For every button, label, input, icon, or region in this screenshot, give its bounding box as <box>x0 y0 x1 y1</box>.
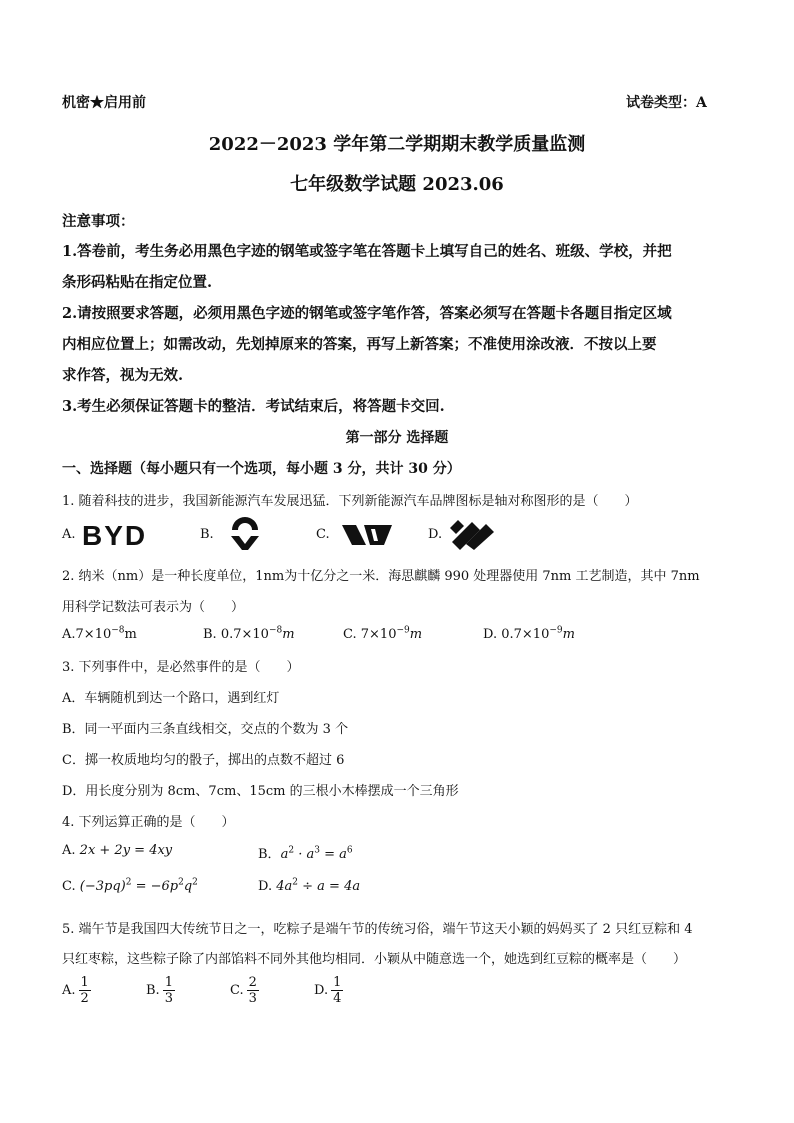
q5-option-d: D. $\frac{1}{4}$ <box>314 975 342 1006</box>
svg-text:BYD: BYD <box>82 520 148 550</box>
q5-option-a: A. $\frac{1}{2}$ <box>62 975 89 1006</box>
q3-option-d: D．用长度分别为 8cm、7cm、15cm 的三根小木棒摆成一个三角形 <box>62 784 459 799</box>
q5-option-c: C. $\frac{2}{3}$ <box>230 975 257 1006</box>
q1-option-a-label: A. <box>62 527 76 542</box>
notice-line: 1.答卷前，考生务必用黑色字迹的钢笔或签字笔在答题卡上填写自己的姓名、班级、学校，并把 <box>62 243 672 260</box>
q1-option-b-label: B. <box>200 527 214 542</box>
q2-option-a: $A.7\times 10^{-8}m$ <box>62 625 137 642</box>
paper-type-label: 试卷类型：A <box>626 95 707 111</box>
notice-line: 3.考生必须保证答题卡的整洁．考试结束后，将答题卡交回. <box>62 398 445 415</box>
q4-option-c: C. $(-3pq)^2 = -6p^2q^2$ <box>62 877 198 894</box>
q4-option-d: D. $4a^2 \div a = 4a$ <box>258 877 361 894</box>
question-5-stem-line1: 5. 端午节是我国四大传统节日之一，吃粽子是端午节的传统习俗，端午节这天小颖的妈妈买了 2 只红豆粽和 4 <box>62 922 693 937</box>
xpeng-logo-image <box>448 518 496 550</box>
question-4-stem: 4. 下列运算正确的是（ ） <box>62 815 235 830</box>
q4-option-a: A. 2x + 2y = 4xy <box>62 843 173 858</box>
notice-heading: 注意事项： <box>62 213 135 230</box>
notice-line: 2.请按照要求答题，必须用黑色字迹的钢笔或签字笔作答，答案必须写在答题卡各题目指定区域 <box>62 305 672 322</box>
q1-option-c-label: C. <box>316 527 330 542</box>
exam-subtitle: 七年级数学试题 2023.06 <box>290 174 504 195</box>
q4-option-b: B．$a^2 \cdot a^3 = a^6$ <box>258 845 353 862</box>
q3-option-b: B．同一平面内三条直线相交，交点的个数为 3 个 <box>62 722 349 737</box>
q1-option-d-label: D. <box>428 527 443 542</box>
notice-line: 内相应位置上；如需改动，先划掉原来的答案，再写上新答案；不准使用涂改液．不按以上要 <box>62 336 657 353</box>
lixiang-logo-image <box>340 521 394 549</box>
confidential-label: 机密★启用前 <box>62 95 146 111</box>
question-3-stem: 3. 下列事件中，是必然事件的是（ ） <box>62 660 300 675</box>
question-1-stem: 1. 随着科技的进步，我国新能源汽车发展迅猛．下列新能源汽车品牌图标是轴对称图形的是（ ） <box>62 494 638 509</box>
section-heading: 一、选择题（每小题只有一个选项，每小题 3 分，共计 30 分） <box>62 461 461 477</box>
q3-option-c: C．掷一枚质地均匀的骰子，掷出的点数不超过 6 <box>62 753 345 768</box>
exam-title: 2022－2023 学年第二学期期末教学质量监测 <box>208 134 586 155</box>
notice-line: 求作答，视为无效. <box>62 367 184 384</box>
question-5-stem-line2: 只红枣粽，这些粽子除了内部馅料不同外其他均相同．小颖从中随意选一个，她选到红豆粽的概率是（ ） <box>62 952 687 967</box>
question-2-stem-line2: 用科学记数法可表示为（ ） <box>62 600 245 615</box>
q2-option-c: C. $7\times 10^{-9}m$ <box>343 625 423 642</box>
q2-option-d: D. $0.7\times 10^{-9}m$ <box>483 625 575 642</box>
q3-option-a: A．车辆随机到达一个路口，遇到红灯 <box>62 691 280 706</box>
byd-logo-image <box>82 520 172 550</box>
part-title: 第一部分 选择题 <box>345 430 449 446</box>
notice-line: 条形码粘贴在指定位置. <box>62 274 213 291</box>
nio-logo-image <box>228 514 262 554</box>
q2-option-b: B. $0.7\times 10^{-8}m$ <box>203 625 295 642</box>
question-2-stem-line1: 2. 纳米（nm）是一种长度单位，1nm为十亿分之一米．海思麒麟 990 处理器使用 7nm 工艺制造，其中 7nm <box>62 569 700 584</box>
q5-option-b: B. $\frac{1}{3}$ <box>146 975 173 1006</box>
